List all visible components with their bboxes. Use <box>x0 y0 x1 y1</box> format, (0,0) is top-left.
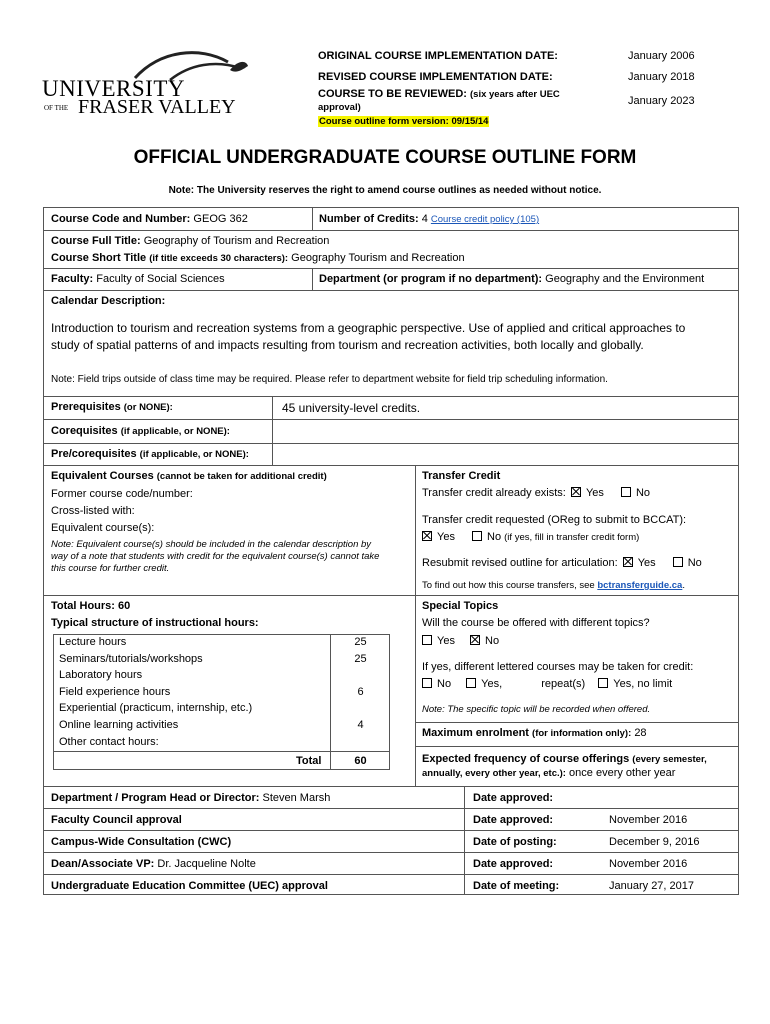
special-yes-checkbox[interactable] <box>422 635 432 645</box>
transfer-exists-no-label: No <box>635 487 651 499</box>
credits-value: 4 <box>421 213 428 225</box>
logo-line1: UNIVERSITY <box>42 76 185 101</box>
review-label: COURSE TO BE REVIEWED: <box>318 88 467 100</box>
hours-row-label: Field experience hours <box>59 685 171 698</box>
special-yes-label: Yes <box>437 635 455 647</box>
hours-row-value: 25 <box>354 652 367 665</box>
frequency-row <box>422 753 707 765</box>
resubmit-yes-label: Yes <box>637 557 656 569</box>
full-title-label: Course Full Title: <box>51 235 141 247</box>
form-version: Course outline form version: 09/15/14 <box>319 116 489 127</box>
hours-row-value: 4 <box>357 719 364 731</box>
special-topics-answer-row <box>422 635 499 647</box>
equivalent-courses-label: Equivalent course(s): <box>51 522 155 534</box>
lettered-no-checkbox[interactable] <box>422 678 432 688</box>
department-row <box>319 273 704 285</box>
precoreq-note: (if applicable, or NONE): <box>139 449 249 460</box>
approval-row <box>51 880 328 892</box>
equivalent-note-line1: Note: Equivalent course(s) should be included in the calendar description by <box>51 539 372 550</box>
transfer-title: Transfer Credit <box>422 470 501 482</box>
review-note: (six years after UEC <box>470 89 560 100</box>
short-title-note: (if title exceeds 30 characters): <box>149 253 289 264</box>
hours-row-value: 25 <box>354 636 367 648</box>
resubmit-no-checkbox[interactable] <box>673 557 683 567</box>
credits-row <box>319 213 539 225</box>
transfer-fill-note: (if yes, fill in transfer credit form) <box>504 532 640 543</box>
prereq-note: (or NONE): <box>123 402 173 413</box>
total-hours-value: 60 <box>118 600 131 612</box>
amend-note: Note: The University reserves the right to amend course outlines as needed without notice. <box>168 185 602 196</box>
approval-date-value: January 27, 2017 <box>609 880 695 892</box>
transfer-exists-yes-checkbox[interactable] <box>571 487 581 497</box>
transfer-requested-no-checkbox[interactable] <box>472 531 482 541</box>
resubmit-label: Resubmit revised outline for articulation: <box>422 557 618 569</box>
review-date-value: January 2023 <box>628 95 695 107</box>
frequency-note: (every semester, <box>632 754 707 765</box>
full-title-value: Geography of Tourism and Recreation <box>143 235 330 247</box>
rev-date-label: REVISED COURSE IMPLEMENTATION DATE: <box>318 71 553 83</box>
transfer-exists-yes-label: Yes <box>585 487 604 499</box>
frequency-row-2 <box>422 767 675 779</box>
bctransferguide-link[interactable]: bctransferguide.ca <box>597 580 683 591</box>
prereq-label: Prerequisites <box>51 401 121 413</box>
calendar-desc-line1: Introduction to tourism and recreation systems from a geographic perspective. Use of applied and critical approaches to <box>51 321 686 335</box>
approval-date-label: Date of posting: <box>473 836 557 848</box>
hours-total-value: 60 <box>354 755 367 767</box>
coreq-label: Corequisites <box>51 425 118 437</box>
approval-date-value: December 9, 2016 <box>609 836 700 848</box>
transfer-requested-yes-checkbox[interactable] <box>422 531 432 541</box>
faculty-row <box>51 273 225 285</box>
max-enrolment-value: 28 <box>634 727 647 739</box>
approval-label: Campus-Wide Consultation (CWC) <box>51 836 232 848</box>
find-out-end: . <box>682 580 685 591</box>
total-hours-label: Total Hours: <box>51 600 115 612</box>
short-title-label: Course Short Title <box>51 252 147 264</box>
cross-listed-label: Cross-listed with: <box>51 505 135 517</box>
specific-topic-note: Note: The specific topic will be recorded when offered. <box>422 704 651 715</box>
approval-row <box>51 836 231 848</box>
approval-date-label: Date approved: <box>473 858 554 870</box>
approval-row <box>51 814 182 826</box>
hours-row-value: 6 <box>357 685 364 698</box>
find-out-text: To find out how this course transfers, see <box>422 580 595 591</box>
hours-row-label: Experiential (practicum, internship, etc.) <box>59 702 253 715</box>
total-hours-row <box>51 600 130 612</box>
logo-line2: FRASER VALLEY <box>78 96 236 118</box>
equivalent-title-note: (cannot be taken for additional credit) <box>156 471 327 482</box>
hours-row-label: Laboratory hours <box>59 669 143 682</box>
faculty-value: Faculty of Social Sciences <box>96 273 225 285</box>
short-title-row <box>51 252 465 264</box>
max-enrolment-label: Maximum enrolment <box>422 727 529 739</box>
credit-policy-link[interactable]: Course credit policy (105) <box>430 214 540 225</box>
course-code-label: Course Code and Number: <box>51 213 191 225</box>
calendar-desc-line2: study of spatial patterns of and impacts resulting from tourism and recreation activities, both locally and globally. <box>51 338 644 352</box>
hours-row-label: Online learning activities <box>59 719 179 731</box>
precoreq-label: Pre/corequisites <box>51 448 137 460</box>
lettered-courses-label: If yes, different lettered courses may be taken for credit: <box>422 661 694 673</box>
department-label: Department (or program if no department): <box>319 273 543 285</box>
approval-date-value: November 2016 <box>609 814 688 826</box>
frequency-label: Expected frequency of course offerings <box>422 753 630 765</box>
approval-label: Faculty Council approval <box>51 814 182 826</box>
repeats-label: repeat(s) <box>541 678 586 690</box>
faculty-label: Faculty: <box>51 273 94 285</box>
orig-date-value: January 2006 <box>628 50 695 62</box>
prereq-value: 45 university-level credits. <box>282 401 421 415</box>
lettered-yes-label: Yes, <box>481 678 503 690</box>
prereq-row <box>51 401 173 413</box>
hours-total-label: Total <box>296 755 322 767</box>
special-topics-title: Special Topics <box>422 600 499 612</box>
coreq-row <box>51 425 230 437</box>
field-trip-note: Note: Field trips outside of class time may be required. Please refer to department website for field trip scheduling information. <box>51 374 608 385</box>
department-value: Geography and the Environment <box>545 273 705 285</box>
transfer-requested-no-label: No <box>487 531 502 543</box>
equivalent-title-row <box>51 470 327 482</box>
equivalent-note-line3: this course for further credit. <box>51 563 170 574</box>
approval-label: Department / Program Head or Director: <box>51 792 260 804</box>
approval-date-label: Date approved: <box>473 792 554 804</box>
hours-row-label: Lecture hours <box>59 636 127 648</box>
equivalent-title: Equivalent Courses <box>51 470 154 482</box>
course-code-row <box>51 213 248 225</box>
approval-date-value: November 2016 <box>609 858 688 870</box>
frequency-note-2: annually, every other year, etc.): <box>422 768 566 779</box>
special-no-checkbox[interactable] <box>470 635 480 645</box>
approval-row <box>51 792 330 804</box>
former-course-label: Former course code/number: <box>51 488 193 500</box>
approval-date-label: Date of meeting: <box>473 880 560 892</box>
logo-prefix: OF THE <box>44 104 69 112</box>
calendar-label: Calendar Description: <box>51 295 166 307</box>
rev-date-value: January 2018 <box>628 71 695 83</box>
approval-label: Dean/Associate VP: <box>51 858 155 870</box>
review-label-line <box>318 88 560 100</box>
approval-date-label: Date approved: <box>473 814 554 826</box>
max-enrolment-row <box>422 727 647 739</box>
lettered-yes-checkbox[interactable] <box>466 678 476 688</box>
special-topics-question: Will the course be offered with different topics? <box>422 617 650 629</box>
lettered-no-label: No <box>437 678 452 690</box>
max-enrolment-note: (for information only): <box>532 728 632 739</box>
page-title: OFFICIAL UNDERGRADUATE COURSE OUTLINE FORM <box>133 147 637 168</box>
hours-row-label: Other contact hours: <box>59 735 159 748</box>
frequency-value: once every other year <box>569 767 676 779</box>
transfer-requested-yes-label: Yes <box>437 531 455 543</box>
lettered-options-row <box>422 678 672 690</box>
course-code-value: GEOG 362 <box>193 213 248 225</box>
equivalent-note-line2: way of a note that students with credit for the equivalent course(s) cannot take <box>51 551 380 562</box>
credits-label: Number of Credits: <box>319 213 419 225</box>
transfer-exists-row <box>422 487 650 499</box>
find-out-row <box>422 580 685 591</box>
special-no-label: No <box>485 635 500 647</box>
full-title-row <box>51 235 329 247</box>
approval-row <box>51 858 256 870</box>
coreq-note: (if applicable, or NONE): <box>120 426 230 437</box>
lettered-nolimit-checkbox[interactable] <box>598 678 608 688</box>
hours-row-label: Seminars/tutorials/workshops <box>59 652 203 665</box>
transfer-requested-row <box>422 531 639 543</box>
approval-value: Steven Marsh <box>262 792 331 804</box>
transfer-exists-label: Transfer credit already exists: <box>422 487 566 499</box>
transfer-requested-label: Transfer credit requested (OReg to submit to BCCAT): <box>422 514 687 526</box>
structure-label: Typical structure of instructional hours: <box>51 617 259 629</box>
short-title-value: Geography Tourism and Recreation <box>291 252 465 264</box>
orig-date-label: ORIGINAL COURSE IMPLEMENTATION DATE: <box>318 50 558 62</box>
transfer-exists-no-checkbox[interactable] <box>621 487 631 497</box>
approval-label: Undergraduate Education Committee (UEC) approval <box>51 880 328 892</box>
precoreq-row <box>51 448 249 460</box>
resubmit-row <box>422 557 702 569</box>
review-note-2: approval) <box>318 102 361 113</box>
resubmit-yes-checkbox[interactable] <box>623 557 633 567</box>
resubmit-no-label: No <box>687 557 702 569</box>
university-logo <box>42 48 252 120</box>
approval-value: Dr. Jacqueline Nolte <box>157 858 256 870</box>
lettered-nolimit-label: Yes, no limit <box>613 678 673 690</box>
